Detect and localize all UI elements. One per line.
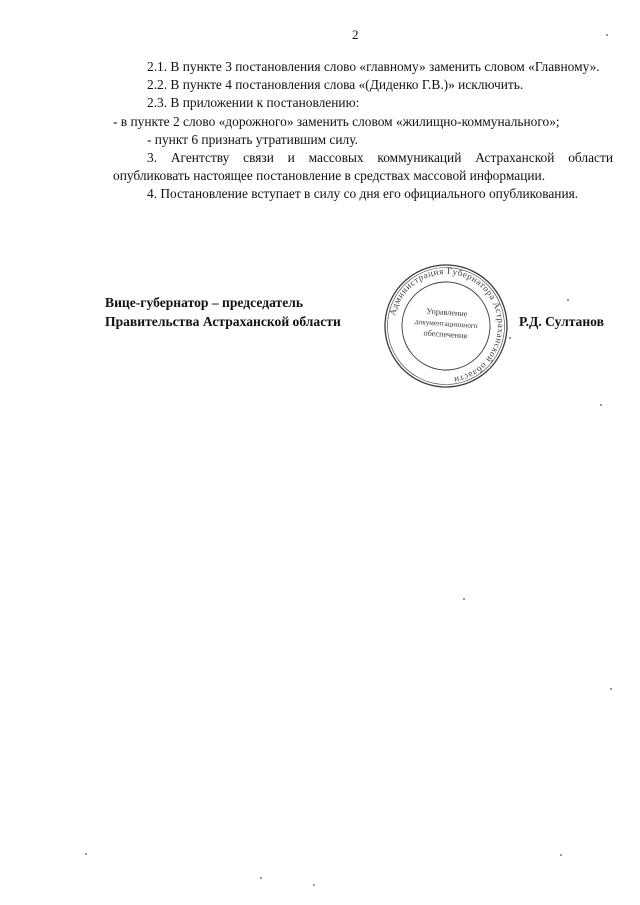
scan-speck [313,884,315,886]
paragraph-2-2: 2.2. В пункте 4 постановления слова «(Диденко Г.В.)» исключить. [147,77,524,93]
signature-title-line-2: Правительства Астраханской области [105,313,341,329]
scan-speck [463,598,465,600]
stamp-outer-text: Администрация Губернатора Астраханской области [387,265,507,386]
scan-speck [560,854,562,856]
stamp-inner-line-3: обеспечения [423,328,468,341]
official-stamp [377,257,516,396]
scan-speck [260,877,262,879]
scan-speck [85,853,87,855]
paragraph-3: 3. Агентству связи и массовых коммуникаций Астраханской области опубликовать настоящее постановление в средствах массовой информации. [113,150,613,184]
stamp-graphic [377,257,516,396]
paragraph-2-1: 2.1. В пункте 3 постановления слово «главному» заменить словом «Главному». [147,59,600,74]
signature-title [105,294,341,331]
scan-speck [610,688,612,690]
page-number: 2 [352,27,359,42]
paragraph-4: 4. Постановление вступает в силу со дня его официального опубликования. [147,186,579,202]
paragraph-2-3: 2.3. В приложении к постановлению: [147,95,360,111]
scan-speck [509,337,511,339]
document-body [113,58,613,204]
signature-title-line-1: Вице-губернатор – председатель [105,295,304,310]
scan-speck [600,404,602,406]
list-item-dash-1: - в пункте 2 слово «дорожного» заменить словом «жилищно-коммунального»; [113,113,560,129]
signer-name: Р.Д. Султанов [519,314,604,329]
list-item-dash-2: - пункт 6 признать утратившим силу. [147,131,358,147]
stamp-inner-line-2: документационного [414,316,478,331]
scan-speck [567,299,569,301]
stamp-inner-line-1: Управление [426,306,468,319]
scan-speck [606,34,608,36]
